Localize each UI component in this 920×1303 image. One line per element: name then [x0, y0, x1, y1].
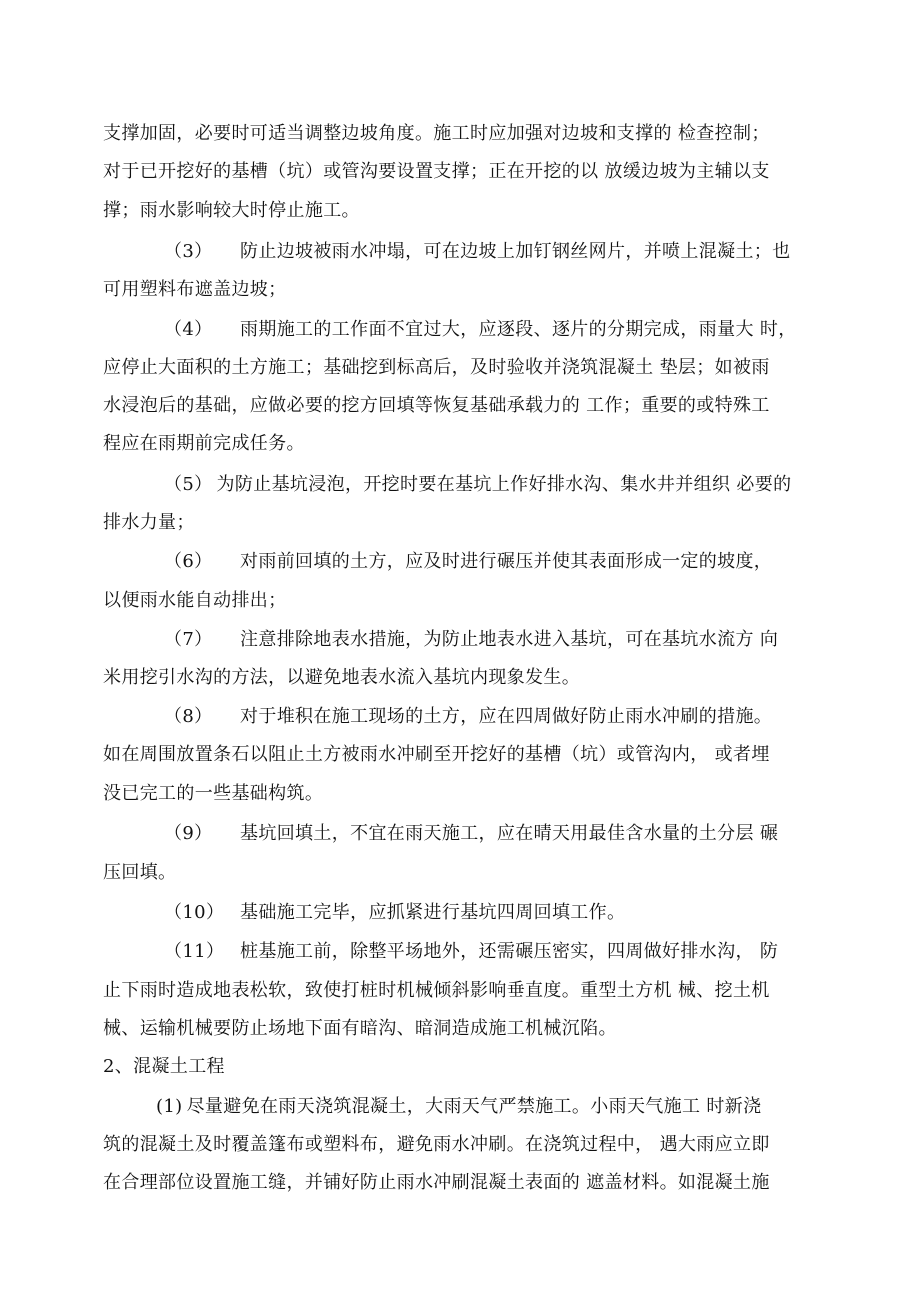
body-line: 筑的混凝土及时覆盖篷布或塑料布，避免雨水冲刷。在浇筑过程中， 遇大雨应立即 — [103, 1134, 770, 1155]
body-line: 如在周围放置条石以阻止土方被雨水冲刷至开挖好的基槽（坑）或管沟内， 或者埋 — [103, 744, 770, 765]
item-text: 基础施工完毕，应抓紧进行基坑四周回填工作。 — [240, 902, 626, 923]
item-number: （9） — [164, 823, 213, 844]
numbered-item-11 — [164, 940, 778, 964]
item-number: （5） — [164, 474, 213, 495]
numbered-item-4 — [164, 318, 797, 342]
numbered-item-1 — [156, 1095, 761, 1119]
item-number: （7） — [164, 629, 213, 650]
item-number: （3） — [164, 241, 213, 262]
numbered-item-6 — [164, 550, 772, 574]
numbered-item-3 — [164, 240, 791, 264]
body-line: 可用塑料布遮盖边坡； — [103, 279, 287, 300]
body-line: 止下雨时造成地表松软，致使打桩时机械倾斜影响垂直度。重型土方机 械、挖土机 — [103, 980, 770, 1001]
numbered-item-10 — [164, 901, 625, 925]
item-text: 基坑回填土，不宜在雨天施工，应在晴天用最佳含水量的土分层 碾 — [240, 823, 779, 844]
numbered-item-5 — [164, 473, 791, 497]
item-number: （11） — [164, 941, 225, 962]
body-line: 械、运输机械要防止场地下面有暗沟、暗洞造成施工机械沉陷。 — [103, 1018, 617, 1039]
item-text: 防止边坡被雨水冲塌，可在边坡上加钉钢丝网片，并喷上混凝土；也 — [240, 241, 791, 262]
body-line: 应停止大面积的土方施工；基础挖到标高后，及时验收并浇筑混凝土 垫层；如被雨 — [103, 357, 770, 378]
item-number: （6） — [164, 551, 213, 572]
numbered-item-9 — [164, 822, 778, 846]
body-line: 排水力量； — [103, 512, 195, 533]
item-text: 雨期施工的工作面不宜过大，应逐段、逐片的分期完成，雨量大 时， — [240, 319, 797, 340]
item-number: (1) — [156, 1096, 183, 1117]
body-line: 撑；雨水影响较大时停止施工。 — [103, 200, 360, 221]
item-number: （8） — [164, 706, 213, 727]
body-line: 以便雨水能自动排出； — [103, 590, 287, 611]
item-text: 桩基施工前，除整平场地外，还需碾压密实，四周做好排水沟， 防 — [240, 941, 779, 962]
numbered-item-8 — [164, 705, 772, 729]
item-text: 尽量避免在雨天浇筑混凝土，大雨天气严禁施工。小雨天气施工 时新浇 — [186, 1096, 762, 1117]
body-line: 水浸泡后的基础，应做必要的挖方回填等恢复基础承载力的 工作；重要的或特殊工 — [103, 395, 770, 416]
body-line: 支撑加固，必要时可适当调整边坡角度。施工时应加强对边坡和支撑的 检查控制； — [103, 123, 770, 144]
item-text: 为防止基坑浸泡，开挖时要在基坑上作好排水沟、集水井并组织 必要的 — [216, 474, 792, 495]
body-line: 程应在雨期前完成任务。 — [103, 433, 305, 454]
numbered-item-7 — [164, 628, 778, 652]
item-number: （4） — [164, 319, 213, 340]
body-line: 压回填。 — [103, 862, 177, 883]
body-line: 米用挖引水沟的方法，以避免地表水流入基坑内现象发生。 — [103, 667, 581, 688]
item-text: 对于堆积在施工现场的土方，应在四周做好防止雨水冲刷的措施。 — [240, 706, 773, 727]
body-line: 没已完工的一些基础构筑。 — [103, 783, 324, 804]
item-text: 对雨前回填的土方，应及时进行碾压并使其表面形成一定的坡度， — [240, 551, 773, 572]
item-number: （10） — [164, 902, 225, 923]
body-line: 在合理部位设置施工缝，并铺好防止雨水冲刷混凝土表面的 遮盖材料。如混凝土施 — [103, 1172, 770, 1193]
body-line: 对于已开挖好的基槽（坑）或管沟要设置支撑；正在开挖的以 放缓边坡为主辅以支 — [103, 161, 770, 182]
section-heading: 2、混凝土工程 — [103, 1056, 225, 1077]
item-text: 注意排除地表水措施，为防止地表水进入基坑，可在基坑水流方 向 — [240, 629, 779, 650]
